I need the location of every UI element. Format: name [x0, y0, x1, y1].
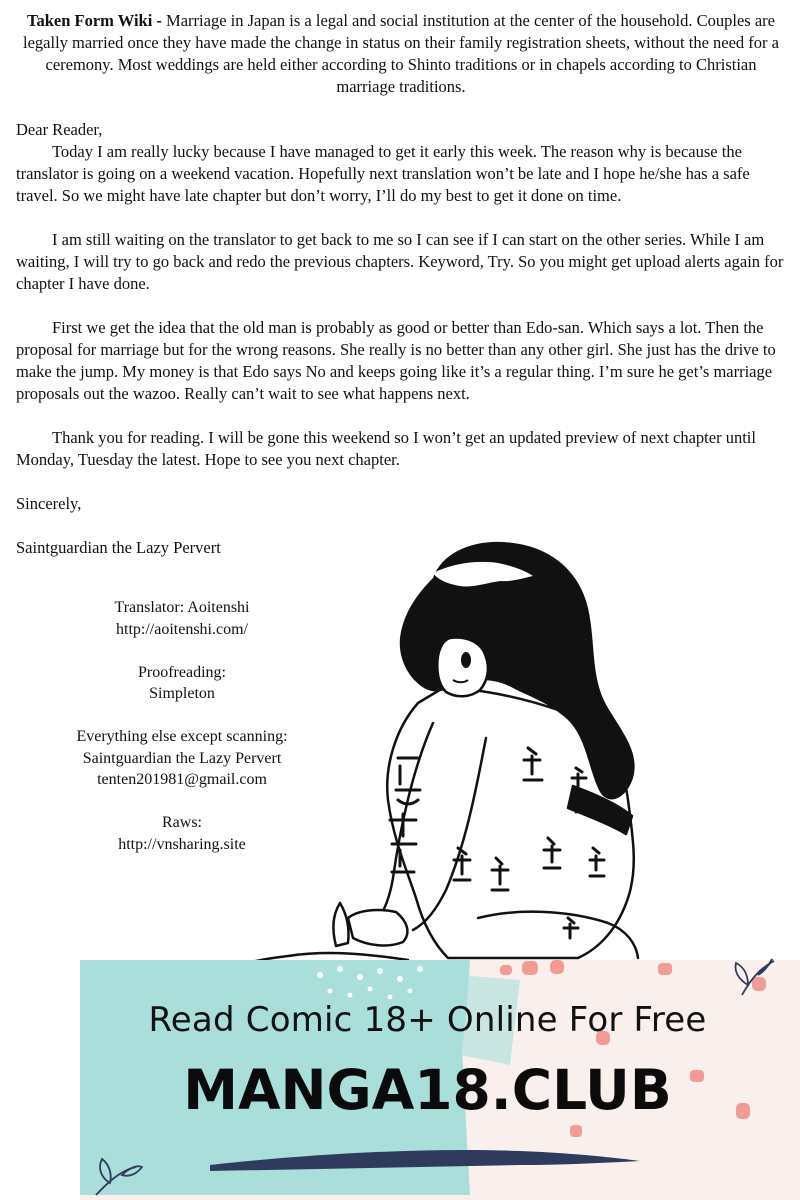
raws-link[interactable]: http://vnsharing.site	[118, 835, 246, 853]
promo-site-name[interactable]: MANGA18.CLUB	[183, 1058, 672, 1122]
closing: Sincerely,	[16, 494, 82, 513]
everything-label: Everything else except scanning:	[76, 728, 288, 745]
intro-body: Marriage in Japan is a legal and social institution at the center of the household. Couples are legally married once they have made the change in status on their family registration sheets, without the need for a ceremony. Most weddings are held either according to Shinto traditions or in chapels according to Christian marriage traditions.	[23, 11, 779, 96]
letter-paragraph-1: Today I am really lucky because I have managed to get it early this week. The reason why is because the translator is going on a weekend vacation. Hopefully next translation won’t be late and I hope he/she has a safe travel. So we might have late chapter but don’t worry, I’ll do my best to get it done on time.	[16, 142, 750, 205]
raws-label: Raws:	[162, 814, 202, 831]
letter-paragraph-2: I am still waiting on the translator to get back to me so I can see if I can start on the other series. While I am waiting, I will try to go back and redo the previous chapters. Keyword, Try. So you might get upload alerts again for chapter I have done.	[16, 230, 784, 293]
intro-source: Taken Form Wiki -	[26, 11, 167, 30]
proofreading-label: Proofreading:	[138, 663, 226, 681]
salutation: Dear Reader,	[16, 120, 103, 139]
signature: Saintguardian the Lazy Pervert	[16, 538, 221, 557]
everything-name: Saintguardian the Lazy Pervert	[82, 749, 282, 767]
translator-label: Translator: Aoitenshi	[114, 599, 250, 616]
manga-girl-illustration	[228, 538, 800, 968]
letter	[16, 119, 788, 559]
translator-link[interactable]: http://aoitenshi.com/	[116, 620, 248, 638]
contact-email[interactable]: tenten201981@gmail.com	[97, 771, 267, 788]
letter-paragraph-3: First we get the idea that the old man is probably as good or better than Edo-san. Which says a lot. Then the proposal for marriage but for the wrong reasons. She really is no better than any other girl. She just has the drive to make the jump. My money is that Edo says No and keeps going like it’s a regular thing. I’m sure he get’s marriage proposals out the wazoo. Really can’t wait to see what happens next.	[16, 318, 776, 403]
promo-tagline: Read Comic 18+ Online For Free	[148, 1000, 707, 1040]
letter-paragraph-4: Thank you for reading. I will be gone this weekend so I won’t get an updated preview of next chapter until Monday, Tuesday the latest. Hope to see you next chapter.	[16, 428, 756, 469]
intro-paragraph	[16, 10, 786, 98]
proofreading-name: Simpleton	[149, 685, 215, 702]
